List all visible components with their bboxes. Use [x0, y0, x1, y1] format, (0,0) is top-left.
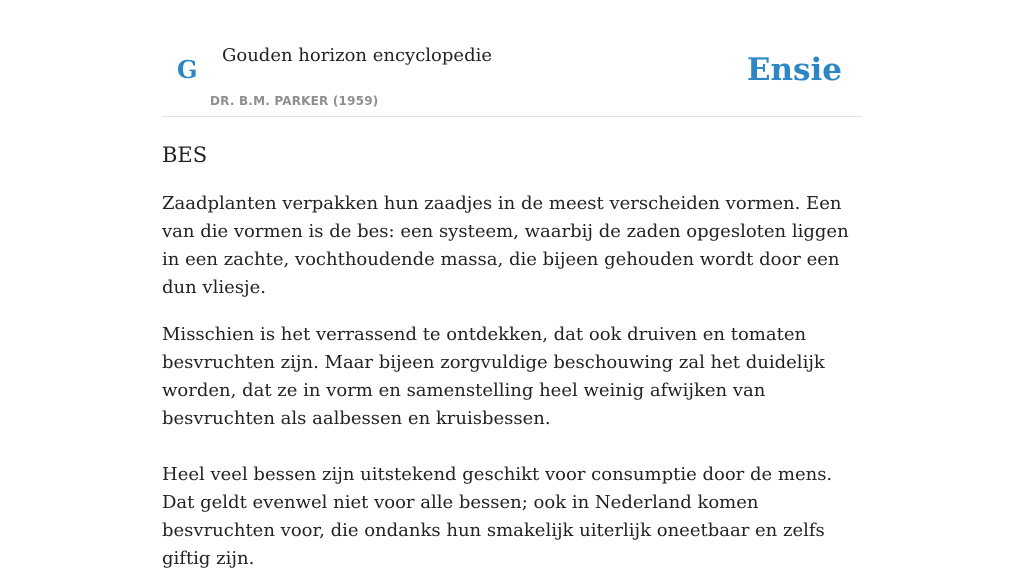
article-paragraph: Heel veel bessen zijn uitstekend geschikt voor consumptie door de mens. Dat geldt evenwel niet voor alle bessen; ook in Nederland komen besvruchten voor, die ondanks hun smakelijk uiterlijk oneetbaar en zelfs giftig zijn.: [162, 464, 833, 569]
source-author: DR. B.M. PARKER (1959): [210, 94, 379, 108]
source-logo[interactable]: G: [177, 55, 198, 84]
article-paragraph: Misschien is het verrassend te ontdekken, dat ook druiven en tomaten besvruchten zijn. Maar bijeen zorgvuldige beschouwing zal het duidelijk worden, dat ze in vorm en samenstelling heel weinig afwijken van besvruchten als aalbessen en kruisbessen.: [162, 324, 825, 429]
article: [162, 141, 867, 573]
article-title: BES: [162, 143, 208, 167]
source-header: [162, 0, 862, 117]
source-title[interactable]: Gouden horizon encyclopedie: [222, 45, 492, 66]
article-paragraph: Zaadplanten verpakken hun zaadjes in de meest verscheiden vormen. Een van die vormen is de bes: een systeem, waarbij de zaden opgesloten liggen in een zachte, vochthoudende massa, die bijeen gehouden wordt door een dun vliesje.: [162, 193, 849, 298]
ensie-brand-logo[interactable]: Ensie: [746, 52, 842, 88]
